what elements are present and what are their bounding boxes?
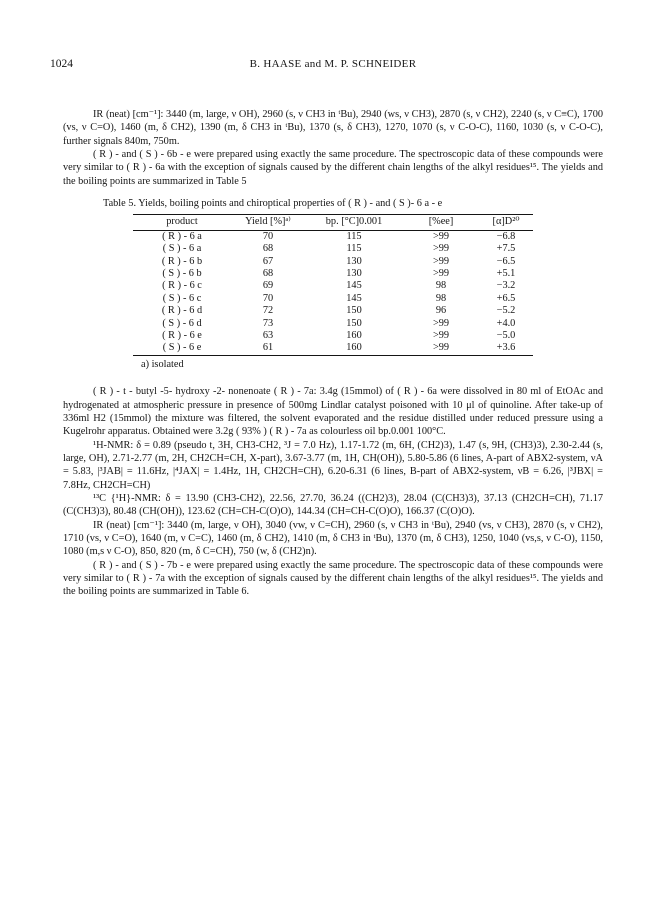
cell-yield: 63 [262, 330, 274, 342]
cell-ee: >99 [432, 330, 450, 342]
cell-optical-rotation: +5.1 [496, 268, 516, 280]
cell-ee: 96 [435, 305, 447, 317]
compounds-7b-7e-paragraph: ( R ) - and ( S ) - 7b - e were prepared using exactly the same procedure. The spectroscopic data of these compounds were very similar to ( R ) - 7a with the exception of signals caused by the different chain lengths of the alkyl residues¹⁵. The yields and the boiling points are summarized in Table 6. [63, 559, 603, 598]
table-row [133, 256, 533, 268]
cell-yield: 69 [262, 280, 274, 292]
cell-ee: >99 [432, 317, 450, 329]
cell-product: ( S ) - 6 e [133, 342, 231, 355]
cell-optical-rotation: −5.0 [496, 330, 516, 342]
table-row [133, 243, 533, 255]
cell-boiling-point: 130 [346, 268, 362, 280]
cell-ee: >99 [403, 342, 479, 355]
cell-boiling-point: 145 [346, 292, 362, 304]
cell-yield: 68 [262, 268, 274, 280]
cell-product: ( R ) - 6 a [162, 230, 202, 242]
table-header-row [133, 215, 533, 230]
cell-yield: 67 [262, 255, 274, 267]
page-header [50, 58, 616, 74]
proton-nmr-paragraph: ¹H-NMR: δ = 0.89 (pseudo t, 3H, CH3-CH2, ³J = 7.0 Hz), 1.17-1.72 (m, 6H, (CH2)3), 1.47 (s, 9H, (CH3)3), 2.30-2.44 (s, large, OH), 2.71-2.77 (m, 2H, CH2CH=CH, X-part), 3.67-3.77 (m, 1H, CH(OH)), 5.80-5.86 (6 lines, A-part of ABX2-system, νA = 5.83, |³JAB| = 11.6Hz, |⁴JAX| = 1.4Hz, 1H, CH2CH=CH), 6.20-6.31 (6 lines, B-part of ABX2-system, νB = 6.26, |³JBX| = 7.8Hz, CH2CH=CH) [63, 439, 603, 491]
running-title: B. HAASE and M. P. SCHNEIDER [249, 58, 417, 70]
table-row [133, 230, 533, 243]
table-row [133, 305, 533, 317]
cell-boiling-point: 145 [346, 280, 362, 292]
compounds-6b-6e-paragraph: ( R ) - and ( S ) - 6b - e were prepared using exactly the same procedure. The spectroscopic data of these compounds were very similar to ( R ) - 6a with the exception of signals caused by the different chain lengths of the alkyl residues¹⁵. The yields and the boiling points are summarized in Table 5 [63, 149, 603, 187]
cell-optical-rotation: +3.6 [479, 342, 533, 355]
cell-yield: 70 [262, 230, 274, 242]
cell-yield: 70 [262, 292, 274, 304]
carbon-nmr-paragraph: ¹³C {¹H}-NMR: δ = 13.90 (CH3-CH2), 22.56, 27.70, 36.24 ((CH2)3), 28.04 (C(CH3)3), 37.13 (CH2CH=CH), 71.17 (C(CH3)3), 80.48 (CH(OH)), 123.62 (CH=CH-C(O)O), 144.34 (CH=CH-C(O)O), 166.37 (C(O)O). [63, 492, 603, 518]
cell-ee: >99 [432, 255, 450, 267]
table-row [133, 318, 533, 330]
column-header-yield: Yield [%]ᵃ⁾ [231, 215, 305, 230]
cell-optical-rotation: +6.5 [496, 292, 516, 304]
cell-ee: 98 [435, 292, 447, 304]
page-number: 1024 [50, 58, 73, 70]
table-row [133, 268, 533, 280]
cell-boiling-point: 115 [346, 243, 362, 255]
table-row [133, 342, 533, 355]
table-row [133, 330, 533, 342]
cell-boiling-point: 115 [346, 230, 362, 242]
table-body [133, 230, 533, 355]
cell-optical-rotation: +7.5 [496, 243, 516, 255]
cell-yield: 68 [262, 243, 274, 255]
ir-spectrum-paragraph: IR (neat) [cm⁻¹]: 3440 (m, large, ν OH), 2960 (s, ν CH3 in ᵗBu), 2940 (ws, ν CH3), 2870 (s, ν CH2), 2240 (s, ν C≡C), 1700 (vs, ν C=O), 1460 (m, δ CH2), 1390 (m, δ CH3 in ᵗBu), 1370 (s, δ CH3), 1270, 1070 (s, ν C-O-C), 1160, 1030 (s, ν C-O-C), further signals 840m, 750m. [63, 109, 603, 147]
cell-product: ( S ) - 6 d [162, 317, 202, 329]
column-header-product: product [133, 215, 231, 230]
table-5 [133, 214, 533, 355]
cell-ee: >99 [432, 243, 450, 255]
column-header-optical-rotation: [α]D²⁰ [479, 215, 533, 230]
table-footnote: a) isolated [141, 358, 184, 370]
cell-yield: 61 [231, 342, 305, 355]
table-row [133, 280, 533, 292]
cell-product: ( S ) - 6 c [162, 292, 202, 304]
cell-optical-rotation: −6.8 [496, 230, 516, 242]
cell-yield: 73 [262, 317, 274, 329]
cell-boiling-point: 130 [346, 255, 362, 267]
table-row [133, 293, 533, 305]
column-header-boiling-point: bp. [°C]0.001 [305, 215, 403, 230]
cell-optical-rotation: −3.2 [496, 280, 516, 292]
article-body [63, 108, 603, 599]
cell-boiling-point: 160 [346, 330, 362, 342]
cell-product: ( R ) - 6 b [161, 255, 203, 267]
cell-boiling-point: 160 [305, 342, 403, 355]
column-header-ee: [%ee] [403, 215, 479, 230]
cell-yield: 72 [262, 305, 274, 317]
cell-ee: >99 [432, 268, 450, 280]
ir-spectrum-7a-paragraph: IR (neat) [cm⁻¹]: 3440 (m, large, ν OH), 3040 (vw, ν C=CH), 2960 (s, ν CH3 in ᵗBu), 2940 (vs, ν CH3), 2870 (s, ν CH2), 1710 (vs, ν C=O), 1640 (m, ν C=C), 1460 (m, δ CH2), 1410 (m, δ CH3 in ᵗBu), 1370 (m, δ CH3), 1250, 1040 (vs,s, ν C-O), 1150, 1080 (m,s ν C-O), 850, 820 (m, δ C=CH), 750 (w, δ (CH2)n). [63, 519, 603, 558]
cell-product: ( R ) - 6 d [161, 305, 203, 317]
cell-boiling-point: 150 [346, 305, 362, 317]
cell-product: ( S ) - 6 a [162, 243, 202, 255]
cell-product: ( S ) - 6 b [162, 268, 202, 280]
synthesis-7a-paragraph: ( R ) - t - butyl -5- hydroxy -2- nonenoate ( R ) - 7a: 3.4g (15mmol) of ( R ) - 6a were dissolved in 80 ml of EtOAc and hydrogenated at atmospheric pressure in presence of 500mg Lindlar catalyst poisoned with 10 μl of quinoline. After take-up of 336ml H2 (15mmol) the mixture was filtered, the solvent evaporated and the residue distilled under reduced pressure using a Kugelrohr apparatus. Obtained were 3.2g ( 93% ) ( R ) - 7a as colourless oil bp.0.001 100°C. [63, 386, 603, 438]
cell-ee: >99 [432, 230, 450, 242]
section-gap [63, 371, 603, 385]
cell-optical-rotation: +4.0 [496, 317, 516, 329]
cell-optical-rotation: −6.5 [496, 255, 516, 267]
table-caption: Table 5. Yields, boiling points and chiroptical properties of ( R ) - and ( S )- 6 a - e [103, 198, 443, 210]
cell-ee: 98 [435, 280, 447, 292]
cell-product: ( R ) - 6 c [162, 280, 202, 292]
cell-product: ( R ) - 6 e [162, 330, 202, 342]
cell-optical-rotation: −5.2 [496, 305, 516, 317]
cell-boiling-point: 150 [346, 317, 362, 329]
